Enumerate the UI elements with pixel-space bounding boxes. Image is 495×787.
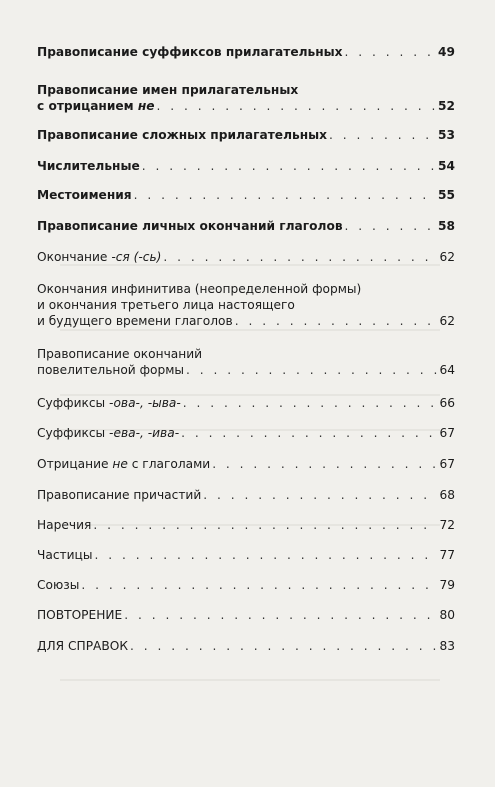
dot-leader bbox=[183, 395, 438, 411]
toc-page-number: 66 bbox=[439, 396, 455, 410]
toc-title-part: и будущего времени глаголов bbox=[37, 314, 233, 328]
toc-entry-title bbox=[37, 425, 179, 441]
toc-page-number: 68 bbox=[439, 488, 455, 502]
toc-entry[interactable] bbox=[37, 425, 455, 441]
toc-title-part: Частицы bbox=[37, 548, 93, 562]
toc-entry[interactable] bbox=[37, 82, 455, 114]
toc-page-number: 67 bbox=[439, 426, 455, 440]
toc-page-number: 62 bbox=[439, 250, 455, 264]
toc-entry-line bbox=[37, 281, 455, 297]
toc-entry[interactable] bbox=[37, 456, 455, 472]
toc-entry-title bbox=[37, 362, 184, 378]
toc-entry-title bbox=[37, 82, 298, 98]
toc-title-italic-part: -ева-, -ива- bbox=[109, 426, 180, 440]
toc-title-part: Числительные bbox=[37, 159, 140, 173]
toc-title-italic-part: не bbox=[112, 457, 128, 471]
toc-title-part: ДЛЯ СПРАВОК bbox=[37, 639, 128, 653]
toc-entry-title bbox=[37, 127, 327, 143]
dot-leader bbox=[142, 158, 436, 174]
toc-title-part: Местоимения bbox=[37, 188, 132, 202]
toc-page-number: 77 bbox=[439, 548, 455, 562]
toc-entry-line bbox=[37, 187, 455, 203]
toc-page-number: 83 bbox=[439, 639, 455, 653]
toc-title-italic-part: не bbox=[137, 99, 155, 113]
toc-entry[interactable] bbox=[37, 127, 455, 143]
toc-entry-title bbox=[37, 313, 233, 329]
toc-title-italic-part: -ова-, -ыва- bbox=[109, 396, 181, 410]
toc-entry-title bbox=[37, 44, 343, 60]
dot-leader bbox=[203, 487, 437, 503]
toc-entry[interactable] bbox=[37, 158, 455, 174]
toc-entry-line bbox=[37, 517, 455, 533]
toc-entry[interactable] bbox=[37, 577, 455, 593]
toc-title-part: с глаголами bbox=[127, 457, 211, 471]
dot-leader bbox=[163, 249, 437, 265]
dot-leader bbox=[345, 218, 436, 234]
toc-title-part: с отрицанием bbox=[37, 99, 138, 113]
toc-entry-title bbox=[37, 346, 202, 362]
toc-entry-line bbox=[37, 44, 455, 60]
toc-title-part: Суффиксы bbox=[37, 426, 110, 440]
toc-entry-line bbox=[37, 638, 455, 654]
toc-title-part: Правописание суффиксов прилагательных bbox=[37, 45, 343, 59]
toc-entry-title bbox=[37, 187, 132, 203]
toc-page-number: 67 bbox=[439, 457, 455, 471]
toc-entry-title bbox=[37, 297, 295, 313]
toc-entry-line bbox=[37, 395, 455, 411]
toc-entry[interactable] bbox=[37, 187, 455, 203]
toc-entry-line bbox=[37, 346, 455, 362]
toc-page-number: 49 bbox=[438, 45, 455, 59]
toc-title-part: Правописание личных окончаний глаголов bbox=[37, 219, 343, 233]
dot-leader bbox=[93, 517, 437, 533]
toc-entry-line bbox=[37, 127, 455, 143]
toc-entry-title bbox=[37, 638, 128, 654]
toc-entry[interactable] bbox=[37, 395, 455, 411]
toc-title-part: Окончание bbox=[37, 250, 112, 264]
toc-entry-title bbox=[37, 547, 92, 563]
toc-page-number: 54 bbox=[438, 159, 455, 173]
toc-page-number: 52 bbox=[438, 99, 455, 113]
toc-entry-line bbox=[37, 249, 455, 265]
toc-entry-line bbox=[37, 607, 455, 623]
toc-entry-line bbox=[37, 487, 455, 503]
toc-entry-title bbox=[37, 577, 79, 593]
toc-entry-title bbox=[37, 487, 201, 503]
toc-entry[interactable] bbox=[37, 607, 455, 623]
toc-entry-line bbox=[37, 456, 455, 472]
dot-leader bbox=[157, 98, 436, 114]
dot-leader bbox=[186, 362, 437, 378]
toc-entry-title bbox=[37, 158, 140, 174]
toc-title-part: Правописание окончаний bbox=[37, 347, 203, 361]
toc-title-part: Союзы bbox=[37, 578, 80, 592]
toc-page-number: 72 bbox=[439, 518, 455, 532]
toc-page-number: 79 bbox=[439, 578, 455, 592]
dot-leader bbox=[134, 187, 436, 203]
toc-entry[interactable] bbox=[37, 487, 455, 503]
toc-title-part: Правописание причастий bbox=[37, 488, 202, 502]
toc-entry-line bbox=[37, 98, 455, 114]
dot-leader bbox=[124, 607, 437, 623]
toc-page-number: 58 bbox=[438, 219, 455, 233]
dot-leader bbox=[94, 547, 437, 563]
toc-entry-title bbox=[37, 249, 161, 265]
toc-entry-line bbox=[37, 313, 455, 329]
toc-entry-line bbox=[37, 547, 455, 563]
toc-entry[interactable] bbox=[37, 547, 455, 563]
dot-leader bbox=[212, 456, 437, 472]
toc-entry-line bbox=[37, 218, 455, 234]
toc-entry-line bbox=[37, 297, 455, 313]
toc-entry-title bbox=[37, 281, 361, 297]
toc-entry-line bbox=[37, 158, 455, 174]
toc-entry[interactable] bbox=[37, 346, 455, 378]
toc-page-number: 80 bbox=[439, 608, 455, 622]
toc-page-number: 64 bbox=[439, 363, 455, 377]
dot-leader bbox=[81, 577, 437, 593]
dot-leader bbox=[345, 44, 437, 60]
toc-entry-title bbox=[37, 98, 155, 114]
toc-entry-title bbox=[37, 607, 122, 623]
toc-title-part: Отрицание bbox=[37, 457, 113, 471]
toc-title-part: и окончания третьего лица настоящего bbox=[37, 298, 295, 312]
toc-entry[interactable] bbox=[37, 517, 455, 533]
toc-title-part: Суффиксы bbox=[37, 396, 110, 410]
toc-title-part: Окончания инфинитива (неопределенной формы) bbox=[37, 282, 362, 296]
toc-title-part: Правописание сложных прилагательных bbox=[37, 128, 328, 142]
toc-page-number: 53 bbox=[438, 128, 455, 142]
toc-title-part: Наречия bbox=[37, 518, 92, 532]
toc-page-number: 62 bbox=[439, 314, 455, 328]
toc-entry-title bbox=[37, 218, 343, 234]
dot-leader bbox=[181, 425, 437, 441]
toc-entry-line bbox=[37, 425, 455, 441]
toc-entry[interactable] bbox=[37, 218, 455, 234]
dot-leader bbox=[130, 638, 437, 654]
toc-title-part: повелительной формы bbox=[37, 363, 185, 377]
toc-entry-line bbox=[37, 82, 455, 98]
toc-entry[interactable] bbox=[37, 44, 455, 60]
toc-title-italic-part: -ся (-сь) bbox=[111, 250, 162, 264]
toc-entry[interactable] bbox=[37, 638, 455, 654]
toc-entry-title bbox=[37, 456, 210, 472]
toc-title-part: Правописание имен прилагательных bbox=[37, 83, 299, 97]
toc-title-part: ПОВТОРЕНИЕ bbox=[37, 608, 123, 622]
dot-leader bbox=[235, 313, 438, 329]
toc-entry-title bbox=[37, 395, 181, 411]
dot-leader bbox=[329, 127, 436, 143]
toc-entry-title bbox=[37, 517, 91, 533]
toc-page-number: 55 bbox=[438, 188, 455, 202]
toc-entry[interactable] bbox=[37, 249, 455, 265]
toc-entry[interactable] bbox=[37, 281, 455, 329]
toc-entry-line bbox=[37, 577, 455, 593]
toc-entry-line bbox=[37, 362, 455, 378]
